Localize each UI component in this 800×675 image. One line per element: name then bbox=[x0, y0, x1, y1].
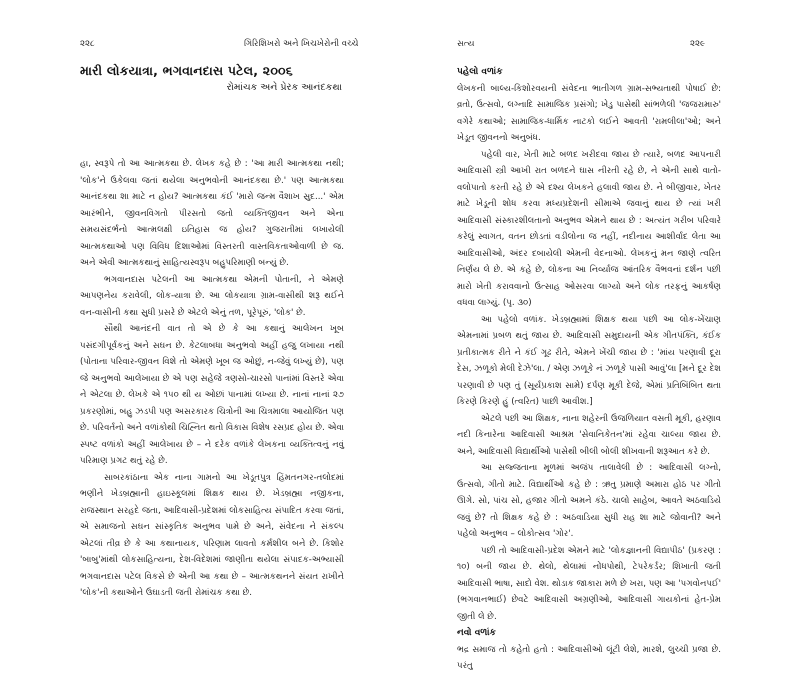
left-page bbox=[0, 0, 400, 598]
paragraph: લેખકની બાલ્ય-કિશોરવયની સંવેદના ભાતીગળ ગ્રામ-સભ્યતાથી પોષાઈ છે: વ્રતો, ઉત્સવો, લગ્નાદિ સામાજિક પ્રસંગો; ખેડુ પાસેથી સાંભળેલી 'જજરામારુ' વગેરે કથાઓ; સામાજિક-ધાર્મિક નાટકો લઈને આવતી 'રામલીલા'ઓ; અને ખેડૂત જીવનનો અનુબંધ. bbox=[457, 83, 721, 143]
right-running-header: સત્ય bbox=[457, 39, 475, 49]
section-heading-first-turn: પહેલો વળાંક bbox=[457, 67, 503, 77]
section-heading-new-turn: નવો વળાંક bbox=[457, 628, 496, 638]
right-page bbox=[400, 0, 800, 671]
right-page-number: ૨૨૯ bbox=[690, 39, 706, 49]
paragraph: હા, સ્વરૂપે તો આ આત્મકથા છે. લેખક કહે છે : 'આ મારી આત્મકથા નથી; 'લોક'ને ઉકેલવા જતાં થયેલા અનુભવોની આનંદકથા છે.' પણ આત્મકથા આનંદકથા શા માટે ન હોય? આત્મકથા કંઈ 'મારો જન્મ વૈશાખ સુદ...' એમ આરંભીને, જીવનવિગતો પીરસતો જતો વ્યક્તિજીવન અને એના સમયસંદર્ભનો આત્મલક્ષી ઇતિહાસ જ હોય? ગુજરાતીમાં લખાયેલી આત્મકથાઓ પણ વિવિધ દિશાઓમાં વિસ્તરતી વાસ્તવિકતાઓવાળી છે જ. અને એવી આત્મકથાનું સાહિત્યસ્વરૂપ બહુપરિમાણી બન્યું છે. bbox=[80, 159, 344, 268]
review-title: મારી લોકયાત્રા, ભગવાનદાસ પટેલ, ૨૦૦૬ bbox=[80, 63, 293, 78]
right-body-text bbox=[457, 64, 721, 675]
left-body-text bbox=[80, 156, 344, 602]
paragraph: પહેલી વાર, ખેતી માટે બળદ ખરીદવા જાય છે ત્યારે, બળદ આપનારી આદિવાસી સ્ત્રી આખી રાત બળદને ઘાસ નીરતી રહે છે, ને એની સાથે વાતો-વલોપાતો કરતી રહે છે એ દશ્ય લેખકને હલાવી જાય છે. ને બીજીવાર, ખેતર માટે ખેડૂની શોધ કરવા મધ્યપ્રદેશની સીમાએ જવાનું થાય છે ત્યાં ખરી આદિવાસી સંસ્કારશીલતાનો અનુભવ એમને થાય છે : અત્યંત ગરીબ પરિવારે કરેલું સ્વાગત, વતન છોડતાં વડીલોના જ નહીં, નદીનાય આશીર્વાદ લેતા આ આદિવાસીઓ, અંદર દબાયેલી એમની વેદનાઓ. લેખકનું મન જાણે ત્વરિત નિર્ણય લે છે. એ કહે છે, લોકના આ નિર્વ્યાજ આંતરિક વૈભવનાં દર્શન પછી મારો ખેતી કરાવવાનો ઉત્સાહ ઓસરવા લાગ્યો અને લોક તરફનું આકર્ષણ વધવા લાગ્યું. (પૃ. ૩૦) bbox=[457, 149, 721, 308]
paragraph: આ સજ્જતાના મૂળમાં અજંપ તાલાવેલી છે : આદિવાસી લગ્નો, ઉત્સવો, ગીતો માટે. વિદ્યાર્થીઓ કહે છે : ઋતુ પ્રમાણે અમારા હોઠ પર ગીતો ઊગે. સો, પાંચ સો, હજાર ગીતો અમને કંઠે. ચાલો સાહેબ, આવતે અઠવાડિયે જવું છે? તો શિક્ષક કહે છે : અઠવાડિયા સુધી રાહ શા માટે જોવાની? અને પહેલો અનુભવ – લોકોત્સવ 'ગોર'. bbox=[457, 463, 721, 539]
paragraph: ભદ્ર સમાજ તો કહેતો હતો : આદિવાસીઓ લૂંટી લેશે, મારશે, લુચ્ચી પ્રજા છે. પરંતુ bbox=[457, 644, 721, 671]
left-page-number: ૨૨૮ bbox=[80, 39, 95, 49]
left-running-header: ગિરિશિખરો અને ખિચખેરોની વચ્ચે bbox=[244, 39, 359, 49]
paragraph: સૌથી આનંદની વાત તો એ છે કે આ કથાનું આલેખન ખૂબ પસંદગીપૂર્વકનું અને સઘન છે. કેટલાબધા અનુભવો અહીં હજુ લખાયા નથી (પોતાના પરિવાર-જીવન વિશે તો એમણે ખૂબ જ ઓછું, ન-જેવું લખ્યું છે), પણ જે અનુભવો આલેખાયા છે એ પણ સહેજે ત્રણસો-ચારસો પાનાંમાં વિસ્તરે એવા ને એટલા છે. લેખકે એ ૧૫૦ થી ય ઓછાં પાનામાં લખ્યા છે. નાનાં નાનાં ૨૭ પ્રકરણોમાં, બહુ ઝડપી પણ અસરકારક ચિત્રોની આ ચિત્રમાલા આયોજિત પણ છે. પરિવર્તનો અને વળાંકોથી ચિહ્નિત થતો વિકાસ વિશેષ રસપ્રદ હોય છે. એવા સ્પષ્ટ વળાંકો અહીં આલેખાય છે – ને દરેક વળાંકે લેખકના વ્યક્તિત્વનું નવું પરિમાણ પ્રગટ થતું રહે છે. bbox=[80, 324, 344, 466]
paragraph: એટલે પછી આ શિક્ષક, નાના શહેરની ઉજળિયાત વસતી મૂકી, હરણાવ નદી કિનારેના આદિવાસી આશ્રમ 'સેવાનિકેતન'માં રહેવા ચાલ્યા જાય છે. અને, આદિવાસી વિદ્યાર્થીઓ પાસેથી બીલી બોલી શીખવાની શરૂઆત કરે છે. bbox=[457, 413, 721, 457]
paragraph: પછી તો આદિવાસી-પ્રદેશ એમને માટે 'લોકજ્ઞાનની વિદ્યાપીઠ' (પ્રકરણ : ૧૦) બની જાય છે. થેલો, થેલામાં નોંધપોથી, ટેપરેકર્ડર; શિખાતી જતી આદિવાસી ભાષા, સાદો વેશ. થોડાક જાકારા મળે છે ખરા, પણ આ 'પગવોનપઈ' (ભગવાનભાઈ) છેવટે આદિવાસી અગ્રણીઓ, આદિવાસી ગાયકોનાં હેત-પ્રેમ જીતી લે છે. bbox=[457, 545, 721, 622]
paragraph: સાબરકાંઠાના એક નાના ગામનો આ ખેડૂતપુત્ર હિંમતનગર-તલોદમાં ભણીને ખેડબ્રહ્માની હાઇસ્કૂલમાં શિક્ષક થાય છે. ખેડબ્રહ્મા નજીકના, રાજસ્થાન સરહદે જતા, આદિવાસી-પ્રદેશમાં લોકસાહિત્ય સંપાદિત કરવા જતાં, એ સમાજનો સઘન સાંસ્કૃતિક અનુભવ પામે છે અને, સંવેદના ને સંકલ્પ એટલાં તીવ્ર છે કે આ કથાનાયક, પરિણામ લાવતો કર્મશીલ બને છે. કિશોર 'બાબુ'માંથી લોકસાહિત્યના, દેશ-વિદેશમાં જાણીતા થયેલા સંપાદક-અભ્યાસી ભગવાનદાસ પટેલ વિકસે છે એની આ કથા છે – આત્મકથનને સંયત રાખીને 'લોક'ની કથાઓને ઉઘાડતી જતી રોમાંચક કથા છે. bbox=[80, 472, 344, 598]
review-subtitle: રોમાંચક અને પ્રેરક આનંદકથા bbox=[226, 82, 342, 93]
paragraph: ભગવાનદાસ પટેલની આ આત્મકથા એમની પોતાની, ને એમણે આપણનેય કરાવેલી, લોક-યાત્રા છે. આ લોકયાત્રા ગ્રામ-વાસીથી શરૂ થઈને વન-વાસીની કથા સુધી પ્રસરે છે એટલે એનું તળ, પૂરેપૂરું, 'લોક' છે. bbox=[80, 274, 344, 318]
paragraph: આ પહેલો વળાંક. ખેડબ્રહ્મામાં શિક્ષક થયા પછી આ લોક-ખેંચાણ એમનામાં પ્રબળ થતું જાય છે. આદિવાસી સમુદાયની એક ગીતપંક્તિ, કંઈક પ્રતીકાત્મક રીતે ને કંઈ ગૂઢ રીતે, એમને ખેંચી જાય છે : 'માંય પરણાવી દૂરા દેસ, ઝળૂકો મેલી દેઝે'લા. / એણ ઝળૂકે નં ઝળૂકે પાસી આવું'લા [મને દૂર દેશ પરણાવી છે પણ તું (સૂર્યપ્રકાશ સામે) દર્પણ મૂકી દેજે, એમાં પ્રતિબિંબિત થતા કિરણે કિરણે હું (ત્વરિત) પાછી આવીશ.] bbox=[457, 314, 721, 407]
